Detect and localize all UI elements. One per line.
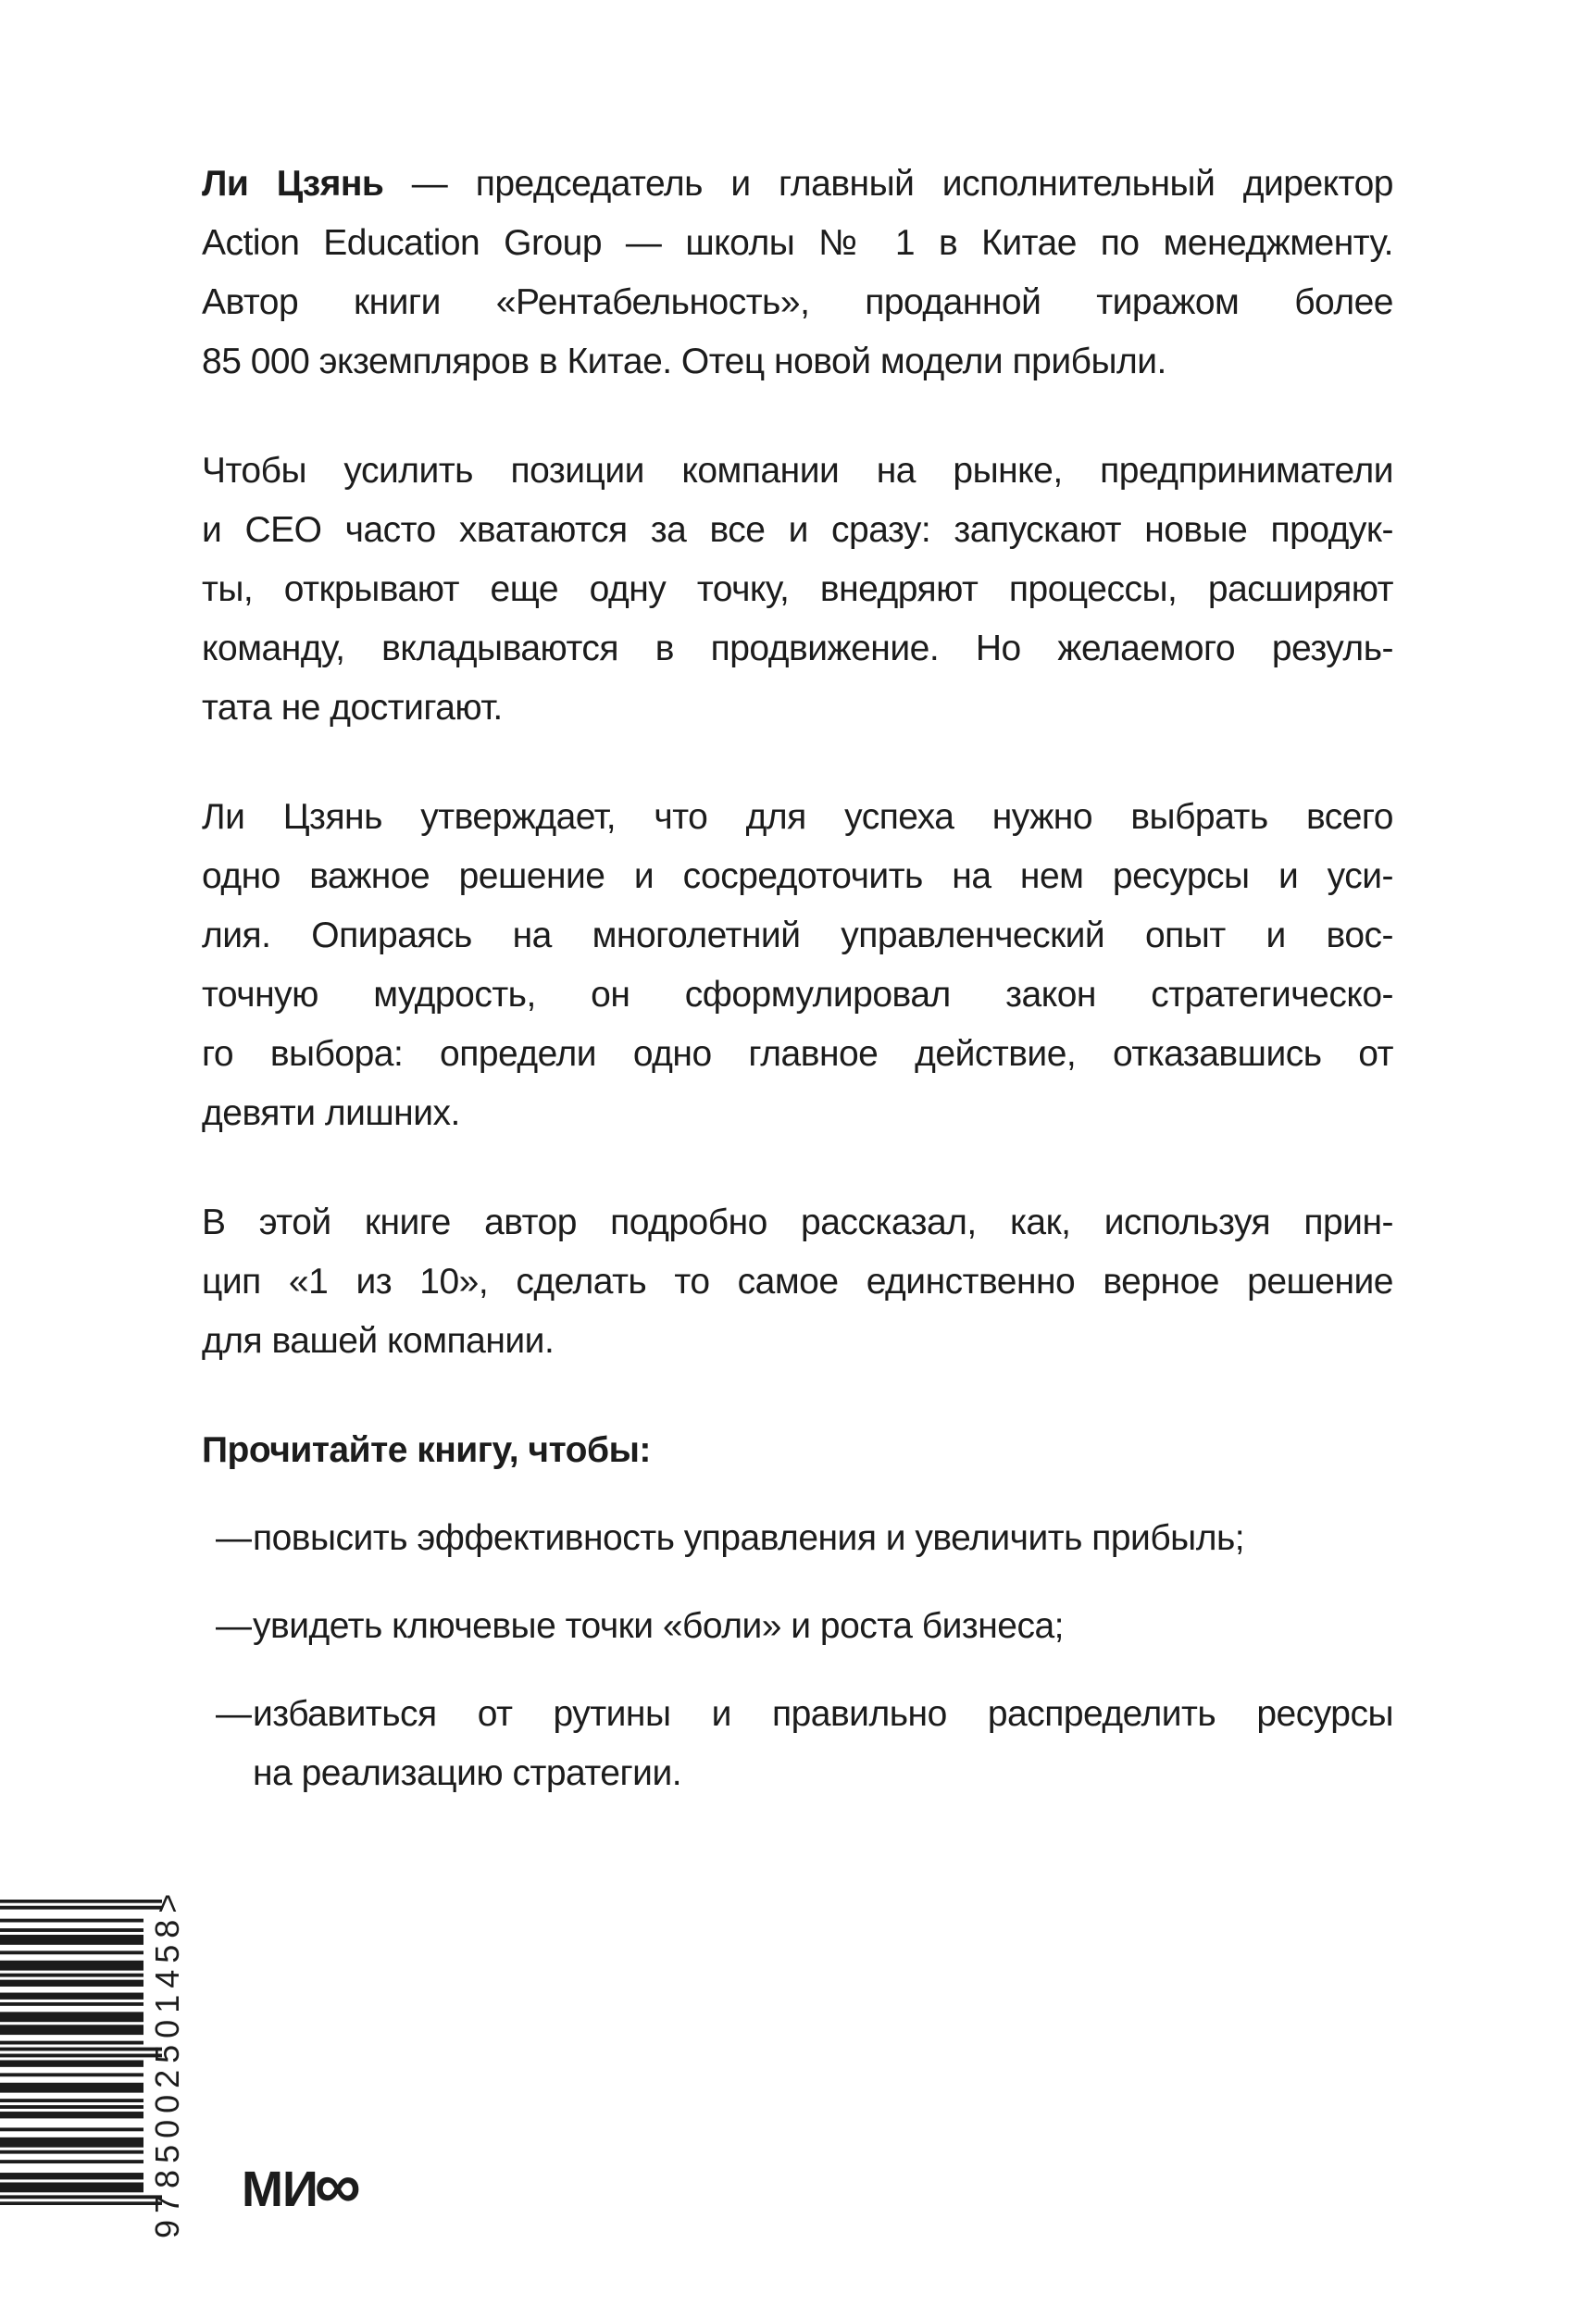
text-line: ты, открывают еще одну точку, внедряют процессы, расширяют [202, 569, 1393, 609]
read-book-heading: Прочитайте книгу, чтобы: [202, 1430, 651, 1470]
bullet-dash: — [216, 1694, 252, 1734]
paragraph [202, 1193, 1393, 1371]
mif-logo-text: МИ [242, 2162, 318, 2217]
annotation-text [202, 155, 1393, 1832]
paragraph [202, 788, 1393, 1143]
text-line: лия. Опираясь на многолетний управленческий опыт и вос- [202, 916, 1393, 955]
text-line: увидеть ключевые точки «боли» и роста бизнеса; [253, 1606, 1064, 1646]
isbn-number: 9785002501458> [148, 1887, 186, 2238]
text-line: Ли Цзянь — председатель и главный исполнительный директор [202, 164, 1393, 204]
benefit-item [202, 1509, 1393, 1568]
text-line: команду, вкладываются в продвижение. Но желаемого резуль- [202, 629, 1393, 668]
benefits-list [202, 1509, 1393, 1803]
text-line: Автор книги «Рентабельность», проданной тиражом более [202, 282, 1393, 322]
text-line: го выбора: определи одно главное действие, отказавшись от [202, 1034, 1393, 1074]
mif-logo [242, 2149, 360, 2223]
text-line: избавиться от рутины и правильно распределить ресурсы [253, 1694, 1393, 1734]
text-line: тата не достигают. [202, 688, 503, 728]
text-line: цип «1 из 10», сделать то самое единственно верное решение [202, 1262, 1393, 1302]
bullet-dash: — [216, 1606, 252, 1646]
text-line: и CEO часто хватаются за все и сразу: запускают новые продук- [202, 510, 1393, 550]
text-line: девяти лишних. [202, 1093, 460, 1133]
text-line: одно важное решение и сосредоточить на нем ресурсы и уси- [202, 856, 1393, 896]
benefit-item [202, 1685, 1393, 1803]
text-line: точную мудрость, он сформулировал закон стратегическо- [202, 975, 1393, 1015]
text-line: повысить эффективность управления и увеличить прибыль; [253, 1518, 1245, 1558]
paragraph [202, 155, 1393, 392]
text-line: 85 000 экземпляров в Китае. Отец новой модели прибыли. [202, 342, 1166, 381]
text-line: на реализацию стратегии. [253, 1753, 682, 1793]
isbn-barcode [0, 1900, 164, 2205]
text-line: для вашей компании. [202, 1321, 555, 1361]
text-line: Чтобы усилить позиции компании на рынке, предприниматели [202, 451, 1393, 491]
infinity-icon: ∞ [314, 2149, 360, 2223]
text-line: В этой книге автор подробно рассказал, как, используя прин- [202, 1203, 1393, 1242]
text-line: Action Education Group — школы № 1 в Китае по менеджменту. [202, 223, 1393, 263]
benefit-item [202, 1597, 1393, 1656]
bullet-dash: — [216, 1518, 252, 1558]
paragraphs-container [202, 155, 1393, 1371]
text-line: Ли Цзянь утверждает, что для успеха нужно выбрать всего [202, 797, 1393, 837]
paragraph [202, 442, 1393, 738]
